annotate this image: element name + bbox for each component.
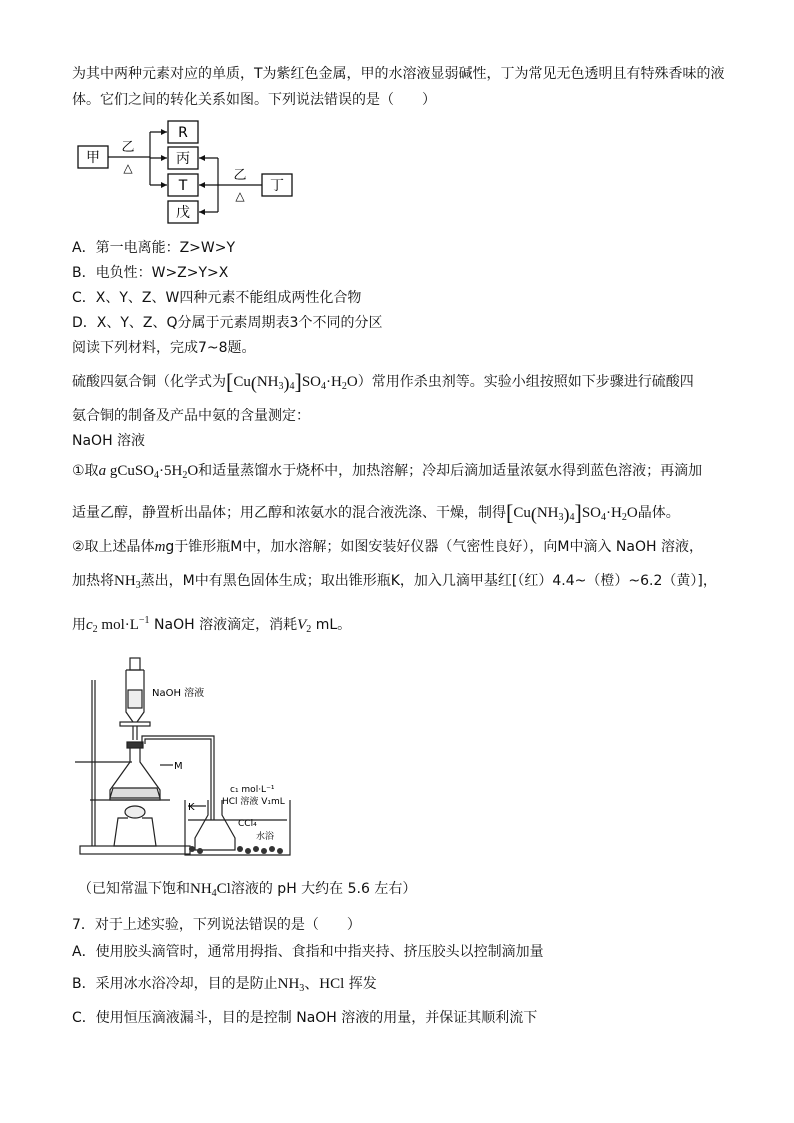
apparatus-hcl: HCl 溶液 V₁mL bbox=[222, 797, 285, 807]
apparatus-figure bbox=[70, 650, 320, 865]
apparatus-naoh: NaOH 溶液 bbox=[152, 688, 205, 699]
heat-left-text: △ bbox=[123, 161, 133, 175]
intro-line-2: 体。它们之间的转化关系如图。下列说法错误的是（ ） bbox=[72, 92, 436, 108]
option-c: C．X、Y、Z、W四种元素不能组成两性化合物 bbox=[72, 290, 362, 306]
q7-stem: 7．对于上述实验，下列说法错误的是（ ） bbox=[72, 917, 361, 933]
apparatus-c1: c₁ mol·L⁻¹ bbox=[230, 785, 275, 795]
naoh-label-text: NaOH 溶液 bbox=[72, 433, 146, 449]
t-text: T bbox=[178, 178, 188, 194]
option-d: D．X、Y、Z、Q分属于元素周期表3个不同的分区 bbox=[72, 315, 383, 331]
bing-text: 丙 bbox=[176, 151, 190, 167]
r-text: R bbox=[178, 125, 188, 141]
ding-text: 丁 bbox=[270, 178, 284, 194]
apparatus-ccl4: CCl₄ bbox=[238, 819, 257, 829]
reading-instruction: 阅读下列材料，完成7~8题。 bbox=[72, 340, 256, 356]
step1-line-2: 适量乙醇，静置析出晶体；用乙醇和浓氨水的混合液洗涤、干燥，制得$[Cu(NH_3)_4]SO_4\cdot H_2O$晶体。 bbox=[72, 500, 680, 525]
wu-text: 戊 bbox=[176, 205, 190, 221]
yi-left-text: 乙 bbox=[121, 140, 135, 155]
jia-text: 甲 bbox=[86, 150, 100, 166]
intro-line-1: 为其中两种元素对应的单质，T为紫红色金属，甲的水溶液显弱碱性，丁为常见无色透明且有特殊香味的液 bbox=[72, 66, 725, 82]
heat-right-text: △ bbox=[235, 189, 245, 203]
note-line: （已知常温下饱和$NH_4Cl$溶液的 pH 大约在 5.6 左右） bbox=[78, 881, 417, 899]
yi-right-text: 乙 bbox=[233, 168, 247, 183]
material-line-1: 硫酸四氨合铜（化学式为$[Cu(NH_3)_4]SO_4\cdot H_2O$）常用作杀虫剂等。实验小组按照如下步骤进行硫酸四 bbox=[72, 369, 694, 394]
step2-line-2: 加热将$NH_3$蒸出，M中有黑色固体生成；取出锥形瓶K，加入几滴甲基红[（红）4.4~（橙）~6.2（黄）]， bbox=[72, 573, 717, 591]
step1-line-1: ①取a $gCuSO_4\cdot 5H_2O$和适量蒸馏水于烧杯中，加热溶解；冷却后滴加适量浓氨水得到蓝色溶液；再滴加 bbox=[72, 463, 703, 481]
material-line-2: 氨合铜的制备及产品中氨的含量测定： bbox=[72, 408, 310, 424]
apparatus-m: M bbox=[174, 761, 183, 772]
step2-line-1: ②取上述晶体mg于锥形瓶M中，加水溶解；如图安装好仪器（气密性良好），向M中滴入 NaOH 溶液， bbox=[72, 539, 703, 555]
q7-option-c: C．使用恒压滴液漏斗，目的是控制 NaOH 溶液的用量，并保证其顺利流下 bbox=[72, 1010, 538, 1026]
q7-option-a: A．使用胶头滴管时，通常用拇指、食指和中指夹持、挤压胶头以控制滴加量 bbox=[72, 944, 544, 960]
apparatus-bath: 水浴 bbox=[256, 832, 275, 842]
conversion-diagram bbox=[70, 116, 300, 230]
step2-line-3: 用$c_2$ $mol\cdot L^{-1}$ NaOH 溶液滴定，消耗$V_2$ mL。 bbox=[72, 615, 352, 635]
option-a: A．第一电离能：Z>W>Y bbox=[72, 240, 236, 256]
option-b: B．电负性：W>Z>Y>X bbox=[72, 265, 229, 281]
apparatus-k: K bbox=[188, 802, 195, 813]
q7-option-b: B．采用冰水浴冷却，目的是防止$NH_3$、HCl 挥发 bbox=[72, 976, 377, 994]
